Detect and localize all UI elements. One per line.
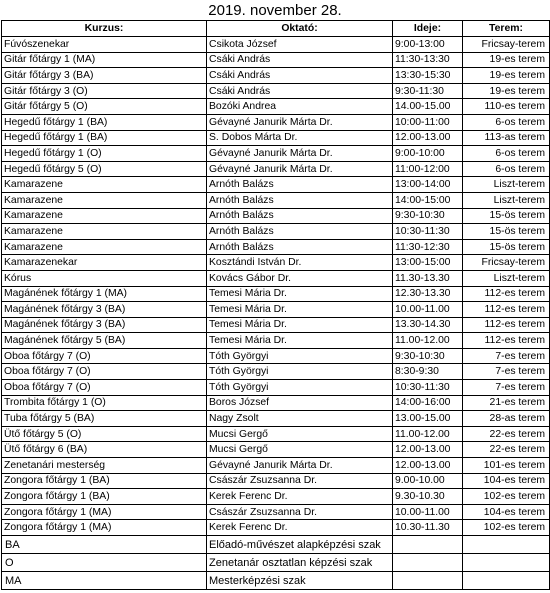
cell-kurzus: Oboa főtárgy 7 (O) — [2, 348, 207, 364]
cell-terem: 112-es terem — [463, 286, 550, 302]
cell-kurzus: Gitár főtárgy 3 (O) — [2, 83, 207, 99]
cell-kurzus: Hegedű főtárgy 1 (O) — [2, 146, 207, 162]
cell-ideje: 9.00-10.00 — [393, 473, 463, 489]
cell-kurzus: Oboa főtárgy 7 (O) — [2, 380, 207, 396]
cell-terem: 21-es terem — [463, 395, 550, 411]
cell-terem: 28-as terem — [463, 411, 550, 427]
page-title: 2019. november 28. — [208, 2, 342, 19]
cell-kurzus: Magánének főtárgy 3 (BA) — [2, 317, 207, 333]
cell-terem: 102-es terem — [463, 520, 550, 536]
cell-oktato: Arnóth Balázs — [207, 192, 393, 208]
cell-oktato: Kerek Ferenc Dr. — [207, 489, 393, 505]
cell-ideje: 11.00-12.00 — [393, 333, 463, 349]
table-row — [2, 68, 550, 84]
cell-terem: 6-os terem — [463, 161, 550, 177]
cell-kurzus: Tuba főtárgy 5 (BA) — [2, 411, 207, 427]
table-row — [2, 255, 550, 271]
cell-kurzus: Gitár főtárgy 3 (BA) — [2, 68, 207, 84]
table-row — [2, 114, 550, 130]
cell-kurzus: Kamarazene — [2, 177, 207, 193]
table-row — [2, 333, 550, 349]
header-kurzus: Kurzus: — [2, 21, 207, 37]
table-row — [2, 317, 550, 333]
legend-row — [2, 554, 550, 572]
cell-ideje: 12.00-13.00 — [393, 458, 463, 474]
cell-terem: 112-es terem — [463, 317, 550, 333]
cell-terem: 22-es terem — [463, 442, 550, 458]
cell-ideje: 10:00-11:00 — [393, 114, 463, 130]
cell-terem: Liszt-terem — [463, 192, 550, 208]
table-row — [2, 208, 550, 224]
legend-empty-cell — [463, 554, 550, 572]
cell-kurzus: Trombita főtárgy 1 (O) — [2, 395, 207, 411]
cell-terem: 15-ös terem — [463, 208, 550, 224]
cell-ideje: 11.30-13.30 — [393, 270, 463, 286]
legend-empty-cell — [393, 536, 463, 554]
table-row — [2, 489, 550, 505]
cell-terem: 19-es terem — [463, 83, 550, 99]
header-ideje: Ideje: — [393, 21, 463, 37]
legend-meaning: Előadó-művészet alapképzési szak — [207, 536, 393, 554]
cell-kurzus: Kamarazene — [2, 192, 207, 208]
cell-oktato: Temesi Mária Dr. — [207, 302, 393, 318]
cell-ideje: 9:30-11:30 — [393, 83, 463, 99]
cell-terem: 6-os terem — [463, 114, 550, 130]
cell-oktato: Kosztándi István Dr. — [207, 255, 393, 271]
cell-oktato: Nagy Zsolt — [207, 411, 393, 427]
legend-row — [2, 536, 550, 554]
cell-terem: Fricsay-terem — [463, 255, 550, 271]
cell-ideje: 10.00-11.00 — [393, 302, 463, 318]
cell-oktato: Csikota József — [207, 37, 393, 53]
table-row — [2, 177, 550, 193]
cell-oktato: Temesi Mária Dr. — [207, 317, 393, 333]
table-row — [2, 504, 550, 520]
legend-meaning: Mesterképzési szak — [207, 572, 393, 590]
cell-oktato: Gévayné Janurik Márta Dr. — [207, 146, 393, 162]
cell-ideje: 13.30-14.30 — [393, 317, 463, 333]
table-row — [2, 458, 550, 474]
table-row — [2, 99, 550, 115]
cell-oktato: Tóth Györgyi — [207, 364, 393, 380]
cell-ideje: 13.00-15.00 — [393, 411, 463, 427]
cell-terem: 112-es terem — [463, 333, 550, 349]
legend-abbr: BA — [2, 536, 207, 554]
header-terem: Terem: — [463, 21, 550, 37]
cell-kurzus: Hegedű főtárgy 1 (BA) — [2, 114, 207, 130]
cell-oktato: Arnóth Balázs — [207, 177, 393, 193]
cell-ideje: 12.00-13.00 — [393, 442, 463, 458]
table-row — [2, 473, 550, 489]
table-row — [2, 411, 550, 427]
cell-kurzus: Kórus — [2, 270, 207, 286]
cell-ideje: 10:30-11:30 — [393, 380, 463, 396]
cell-oktato: Tóth Györgyi — [207, 348, 393, 364]
cell-ideje: 13:30-15:30 — [393, 68, 463, 84]
table-row — [2, 224, 550, 240]
cell-terem: 104-es terem — [463, 473, 550, 489]
cell-oktato: Arnóth Balázs — [207, 208, 393, 224]
table-row — [2, 146, 550, 162]
cell-ideje: 12.30-13.30 — [393, 286, 463, 302]
table-row — [2, 364, 550, 380]
cell-terem: 22-es terem — [463, 426, 550, 442]
cell-kurzus: Magánének főtárgy 3 (BA) — [2, 302, 207, 318]
cell-kurzus: Zongora főtárgy 1 (MA) — [2, 504, 207, 520]
cell-terem: 7-es terem — [463, 348, 550, 364]
legend-empty-cell — [393, 572, 463, 590]
table-row — [2, 52, 550, 68]
cell-terem: 102-es terem — [463, 489, 550, 505]
cell-terem: 19-es terem — [463, 68, 550, 84]
legend-meaning: Zenetanár osztatlan képzési szak — [207, 554, 393, 572]
cell-kurzus: Kamarazene — [2, 224, 207, 240]
legend-abbr: MA — [2, 572, 207, 590]
cell-kurzus: Hegedű főtárgy 1 (BA) — [2, 130, 207, 146]
header-oktato: Oktató: — [207, 21, 393, 37]
table-row — [2, 161, 550, 177]
cell-oktato: Temesi Mária Dr. — [207, 333, 393, 349]
cell-ideje: 10.00-11.00 — [393, 504, 463, 520]
cell-oktato: S. Dobos Márta Dr. — [207, 130, 393, 146]
cell-terem: 113-as terem — [463, 130, 550, 146]
cell-oktato: Csáki András — [207, 83, 393, 99]
table-row — [2, 130, 550, 146]
cell-ideje: 10:30-11:30 — [393, 224, 463, 240]
legend-empty-cell — [463, 536, 550, 554]
schedule-table — [1, 20, 550, 590]
cell-kurzus: Gitár főtárgy 5 (O) — [2, 99, 207, 115]
cell-terem: Fricsay-terem — [463, 37, 550, 53]
table-row — [2, 239, 550, 255]
table-row — [2, 192, 550, 208]
schedule-rows — [2, 37, 550, 536]
header-row — [2, 21, 550, 37]
table-row — [2, 426, 550, 442]
cell-oktato: Császár Zsuzsanna Dr. — [207, 473, 393, 489]
cell-kurzus: Zongora főtárgy 1 (BA) — [2, 473, 207, 489]
cell-ideje: 10.30-11.30 — [393, 520, 463, 536]
cell-kurzus: Gitár főtárgy 1 (MA) — [2, 52, 207, 68]
cell-kurzus: Hegedű főtárgy 5 (O) — [2, 161, 207, 177]
cell-terem: 101-es terem — [463, 458, 550, 474]
cell-ideje: 12.00-13.00 — [393, 130, 463, 146]
cell-ideje: 8:30-9:30 — [393, 364, 463, 380]
cell-kurzus: Oboa főtárgy 7 (O) — [2, 364, 207, 380]
table-row — [2, 520, 550, 536]
cell-kurzus: Magánének főtárgy 1 (MA) — [2, 286, 207, 302]
legend-abbr: O — [2, 554, 207, 572]
cell-ideje: 13:00-15:00 — [393, 255, 463, 271]
cell-terem: 19-es terem — [463, 52, 550, 68]
cell-kurzus: Ütő főtárgy 6 (BA) — [2, 442, 207, 458]
table-row — [2, 348, 550, 364]
legend-empty-cell — [393, 554, 463, 572]
cell-terem: 6-os terem — [463, 146, 550, 162]
cell-oktato: Császár Zsuzsanna Dr. — [207, 504, 393, 520]
table-row — [2, 302, 550, 318]
legend-empty-cell — [463, 572, 550, 590]
cell-terem: 15-ös terem — [463, 224, 550, 240]
table-row — [2, 83, 550, 99]
cell-oktato: Gévayné Janurik Márta Dr. — [207, 114, 393, 130]
cell-kurzus: Zongora főtárgy 1 (MA) — [2, 520, 207, 536]
cell-kurzus: Kamarazene — [2, 239, 207, 255]
cell-terem: 104-es terem — [463, 504, 550, 520]
table-row — [2, 395, 550, 411]
cell-kurzus: Ütő főtárgy 5 (O) — [2, 426, 207, 442]
cell-kurzus: Fúvószenekar — [2, 37, 207, 53]
cell-oktato: Gévayné Janurik Márta Dr. — [207, 161, 393, 177]
cell-kurzus: Kamarazene — [2, 208, 207, 224]
cell-oktato: Arnóth Balázs — [207, 239, 393, 255]
cell-terem: 7-es terem — [463, 380, 550, 396]
cell-ideje: 11:30-13:30 — [393, 52, 463, 68]
legend — [2, 536, 550, 590]
table-row — [2, 442, 550, 458]
cell-ideje: 14:00-15:00 — [393, 192, 463, 208]
cell-kurzus: Zenetanári mesterség — [2, 458, 207, 474]
cell-terem: 112-es terem — [463, 302, 550, 318]
cell-ideje: 9:00-13:00 — [393, 37, 463, 53]
cell-oktato: Gévayné Janurik Márta Dr. — [207, 458, 393, 474]
legend-row — [2, 572, 550, 590]
table-row — [2, 286, 550, 302]
table-row — [2, 37, 550, 53]
cell-ideje: 9:30-10:30 — [393, 348, 463, 364]
cell-ideje: 9:30-10:30 — [393, 208, 463, 224]
cell-oktato: Temesi Mária Dr. — [207, 286, 393, 302]
cell-ideje: 13:00-14:00 — [393, 177, 463, 193]
cell-oktato: Csáki András — [207, 52, 393, 68]
cell-oktato: Mucsi Gergő — [207, 442, 393, 458]
cell-kurzus: Kamarazenekar — [2, 255, 207, 271]
table-row — [2, 270, 550, 286]
cell-ideje: 14:00-16:00 — [393, 395, 463, 411]
cell-ideje: 11:00-12:00 — [393, 161, 463, 177]
cell-oktato: Bozóki Andrea — [207, 99, 393, 115]
cell-kurzus: Magánének főtárgy 5 (BA) — [2, 333, 207, 349]
cell-oktato: Kerek Ferenc Dr. — [207, 520, 393, 536]
cell-ideje: 9:00-10:00 — [393, 146, 463, 162]
cell-oktato: Mucsi Gergő — [207, 426, 393, 442]
cell-ideje: 11.00-12.00 — [393, 426, 463, 442]
cell-terem: Liszt-terem — [463, 270, 550, 286]
cell-kurzus: Zongora főtárgy 1 (BA) — [2, 489, 207, 505]
cell-terem: 110-es terem — [463, 99, 550, 115]
cell-oktato: Tóth Györgyi — [207, 380, 393, 396]
cell-ideje: 9.30-10.30 — [393, 489, 463, 505]
table-row — [2, 380, 550, 396]
cell-oktato: Csáki András — [207, 68, 393, 84]
cell-oktato: Boros József — [207, 395, 393, 411]
cell-terem: 7-es terem — [463, 364, 550, 380]
cell-terem: Liszt-terem — [463, 177, 550, 193]
cell-oktato: Kovács Gábor Dr. — [207, 270, 393, 286]
cell-oktato: Arnóth Balázs — [207, 224, 393, 240]
cell-terem: 15-ös terem — [463, 239, 550, 255]
cell-ideje: 14.00-15.00 — [393, 99, 463, 115]
cell-ideje: 11:30-12:30 — [393, 239, 463, 255]
